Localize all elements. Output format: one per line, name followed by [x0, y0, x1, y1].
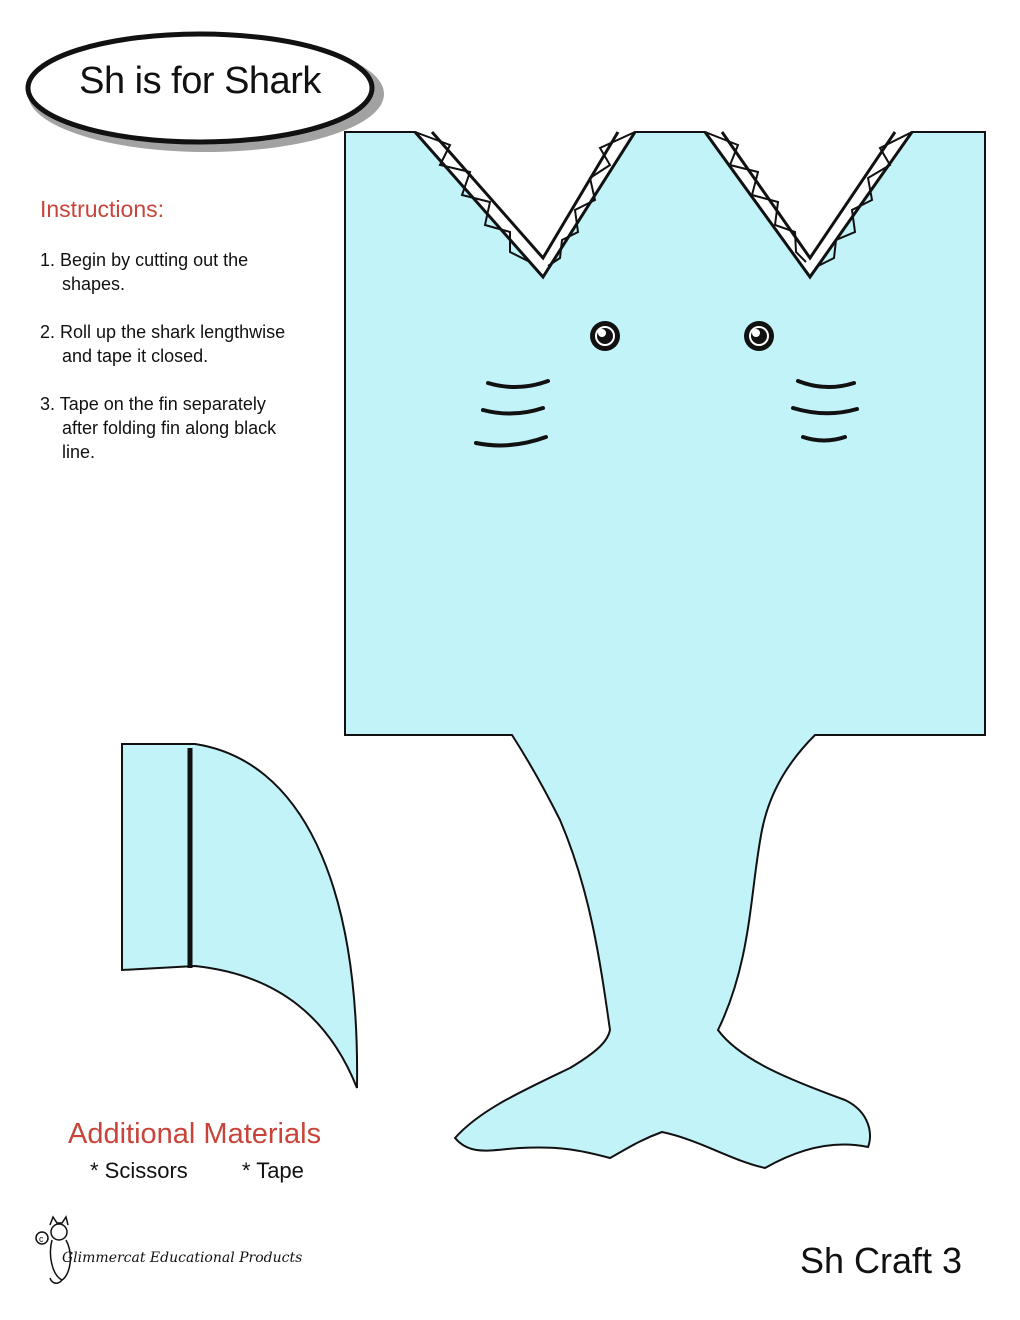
material-item-tape: * Tape [241, 1158, 304, 1183]
fin-cutout [122, 744, 357, 1088]
step-text-line: and tape it closed. [62, 346, 209, 366]
craft-label: Sh Craft 3 [800, 1240, 963, 1281]
step-text-line: shapes. [62, 274, 126, 294]
step-text-line: after folding fin along black [62, 418, 277, 438]
page-title: Sh is for Shark [79, 60, 321, 102]
step-text-line: Tape on the fin separately [59, 394, 266, 414]
step-number: 3. [40, 394, 56, 414]
svg-text:c: c [39, 1234, 44, 1244]
publisher-name: Glimmercat Educational Products [62, 1250, 303, 1266]
material-item-scissors: * Scissors [90, 1158, 188, 1183]
right-eye [744, 321, 774, 351]
shark-body [345, 132, 985, 1168]
step-number: 2. [40, 322, 56, 342]
materials-heading: Additional Materials [68, 1118, 322, 1150]
instruction-step-2 [40, 320, 320, 368]
step-text-line: line. [62, 442, 96, 462]
instructions-heading: Instructions: [40, 196, 164, 222]
step-text-line: Roll up the shark lengthwise [60, 322, 286, 342]
materials-list [90, 1158, 352, 1184]
step-number: 1. [40, 250, 56, 270]
instruction-step-3 [40, 392, 320, 464]
instruction-step-1 [40, 248, 300, 296]
left-eye [590, 321, 620, 351]
step-text-line: Begin by cutting out the [60, 250, 249, 270]
